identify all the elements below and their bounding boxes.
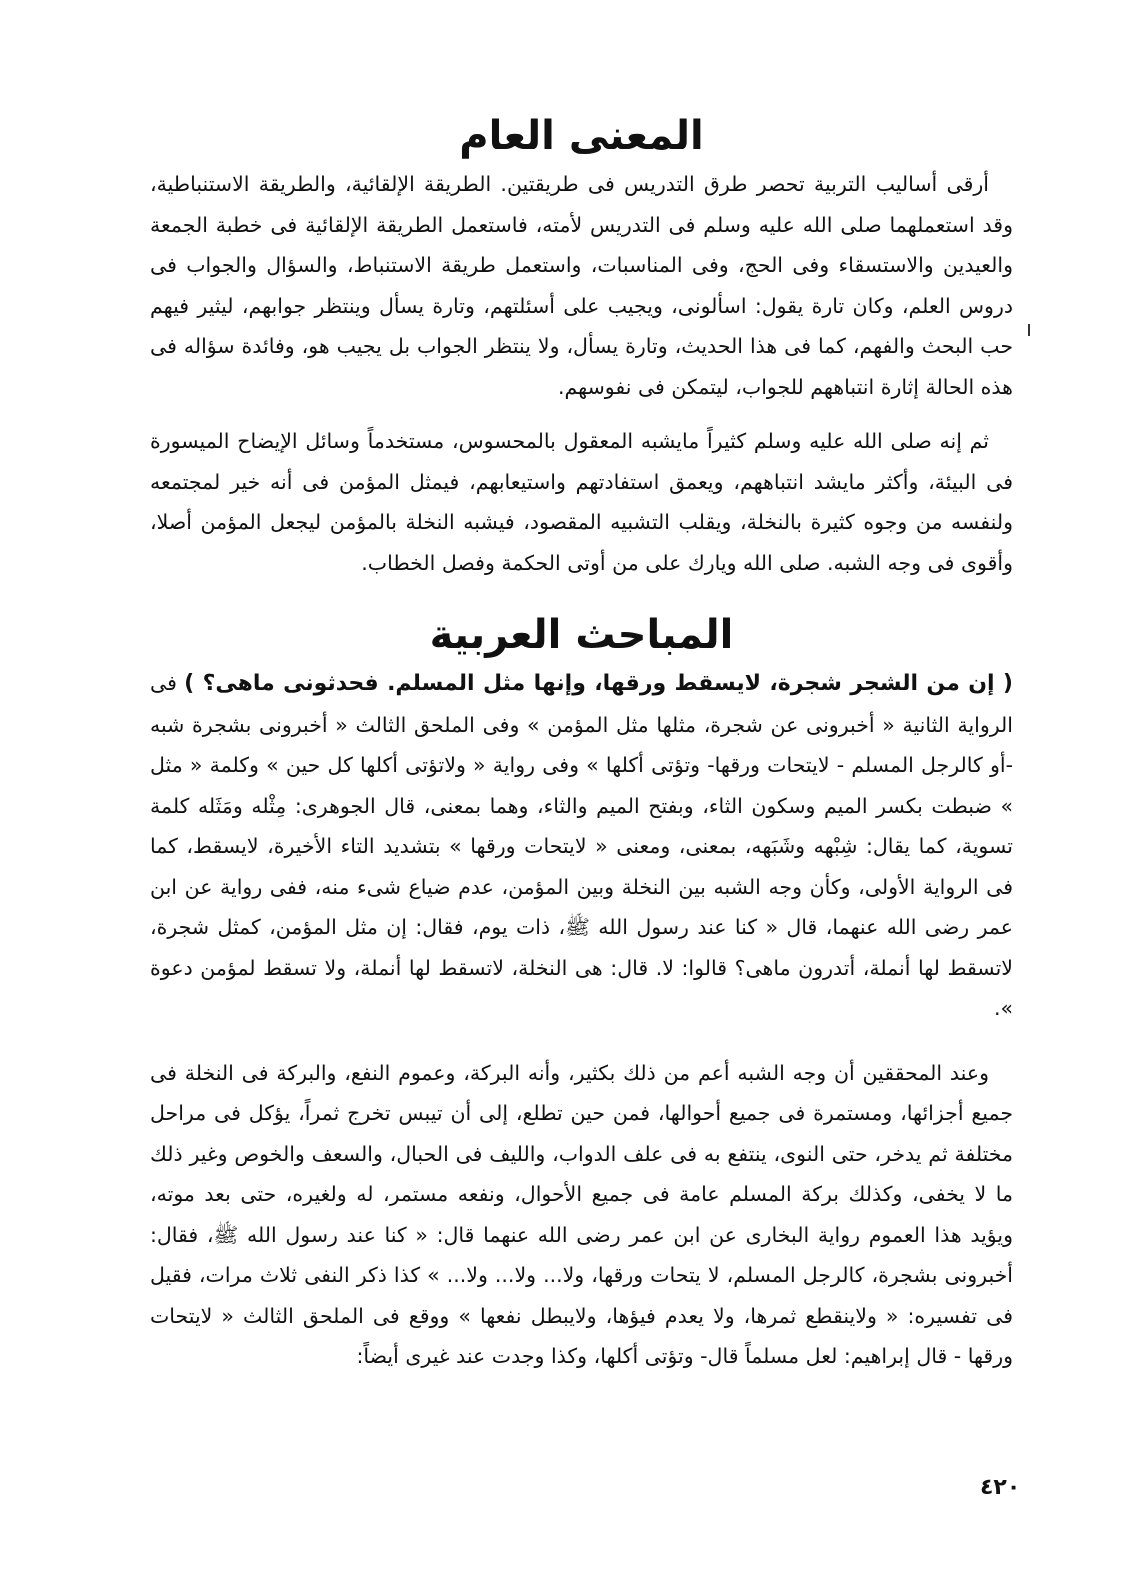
paragraph-hadith-text xyxy=(150,663,1013,1029)
section-title-general-meaning: المعنى العام xyxy=(459,113,704,159)
page-number: ٤٢٠ xyxy=(980,1475,1021,1500)
paragraph-palm-analogy: ثم إنه صلى الله عليه وسلم كثيراً مايشبه المعقول بالمحسوس، مستخدماً وسائل الإيضاح الميسورة فى البيئة، وأكثر مايشد انتباههم، ويعمق استفادتهم واستيعابهم، فيمثل المؤمن فى أنه خير لمجتمعه ولنفسه من وجوه كثيرة بالنخلة، ويقلب التشبيه المقصود، فيشبه النخلة بالمؤمن ليجعل المؤمن أصلا، وأقوى فى وجه الشبه. صلى الله ويارك على من أوتى الحكمة وفصل الخطاب. xyxy=(150,429,1013,575)
paragraph-scholars-view: وعند المحققين أن وجه الشبه أعم من ذلك بكثير، وأنه البركة، وعموم النفع، والبركة فى النخلة فى جميع أجزائها، ومستمرة فى جميع أحوالها، فمن حين تطلع، إلى أن تيبس تخرج ثمراً، يؤكل فى مراحل مختلفة ثم يدخر، حتى النوى، ينتفع به فى علف الدواب، والليف فى الحبال، والسعف والخوص وغير ذلك ما لا يخفى، وكذلك بركة المسلم عامة فى جميع الأحوال، ونفعه مستمر، له ولغيره، حتى بعد موته، ويؤيد هذا العموم رواية البخارى عن ابن عمر رضى الله عنهما قال: « كنا عند رسول الله ﷺ، فقال: أخبرونى بشجرة، كالرجل المسلم، لا يتحات ورقها، ولا... ولا... ولا... » كذا ذكر النفى ثلاث مرات، فقيل فى تفسيره: « ولاينقطع ثمرها، ولا يعدم فيؤها، ولايبطل نفعها » ووقع فى الملحق الثالث « لايتحات ورقها - قال إبراهيم: لعل مسلماً قال- وتؤتى أكلها، وكذا وجدت عند غيرى أيضاً: xyxy=(150,1060,1013,1368)
hadith-quote: ( إن من الشجر شجرة، لايسقط ورقها، وإنها مثل المسلم. فحدثونى ماهى؟ ) xyxy=(184,671,1013,696)
margin-mark xyxy=(1028,324,1030,336)
hadith-commentary: فى الرواية الثانية « أخبرونى عن شجرة، مثلها مثل المؤمن » وفى الملحق الثالث « أخبرونى بشجرة شبه -أو كالرجل المسلم - لايتحات ورقها- وتؤتى أكلها » وفى رواية « ولاتؤتى أكلها كل حين » وكلمة « مثل » ضبطت بكسر الميم وسكون الثاء، وبفتح الميم والثاء، وهما بمعنى، قال الجوهرى: مِثْله ومَثَله كلمة تسوية، كما يقال: شِبْهه وشَبَهه، بمعنى، ومعنى « لايتحات ورقها » بتشديد التاء الأخيرة، لايسقط، كما فى الرواية الأولى، وكأن وجه الشبه بين النخلة وبين المؤمن، عدم ضياع شىء منه، ففى رواية عن ابن عمر رضى الله عنهما، قال « كنا عند رسول الله ﷺ، ذات يوم، فقال: إن مثل المؤمن، كمثل شجرة، لاتسقط لها أنملة، أتدرون ماهى؟ قالوا: لا. قال: هى النخلة، لاتسقط لها أنملة، ولا تسقط لمؤمن دعوة ». xyxy=(150,671,1013,1020)
section-title-arabic-studies: المباحث العربية xyxy=(429,612,734,658)
paragraph-teaching-methods: أرقى أساليب التربية تحصر طرق التدريس فى طريقتين. الطريقة الإلقائية، والطريقة الاستنباطية، وقد استعملهما صلى الله عليه وسلم فى التدريس لأمته، فاستعمل الطريقة الإلقائية فى خطبة الجمعة والعيدين والاستسقاء وفى الحج، وفى المناسبات، واستعمل طريقة الاستنباط، والسؤال والجواب فى دروس العلم، وكان تارة يقول: اسألونى، ويجيب على أسئلتهم، وتارة يسأل وينتظر جوابهم، ليثير فيهم حب البحث والفهم، كما فى هذا الحديث، وتارة يسأل، ولا ينتظر الجواب بل يجيب هو، وفائدة سؤاله فى هذه الحالة إثارة انتباههم للجواب، ليتمكن فى نفوسهم. xyxy=(150,172,1013,399)
